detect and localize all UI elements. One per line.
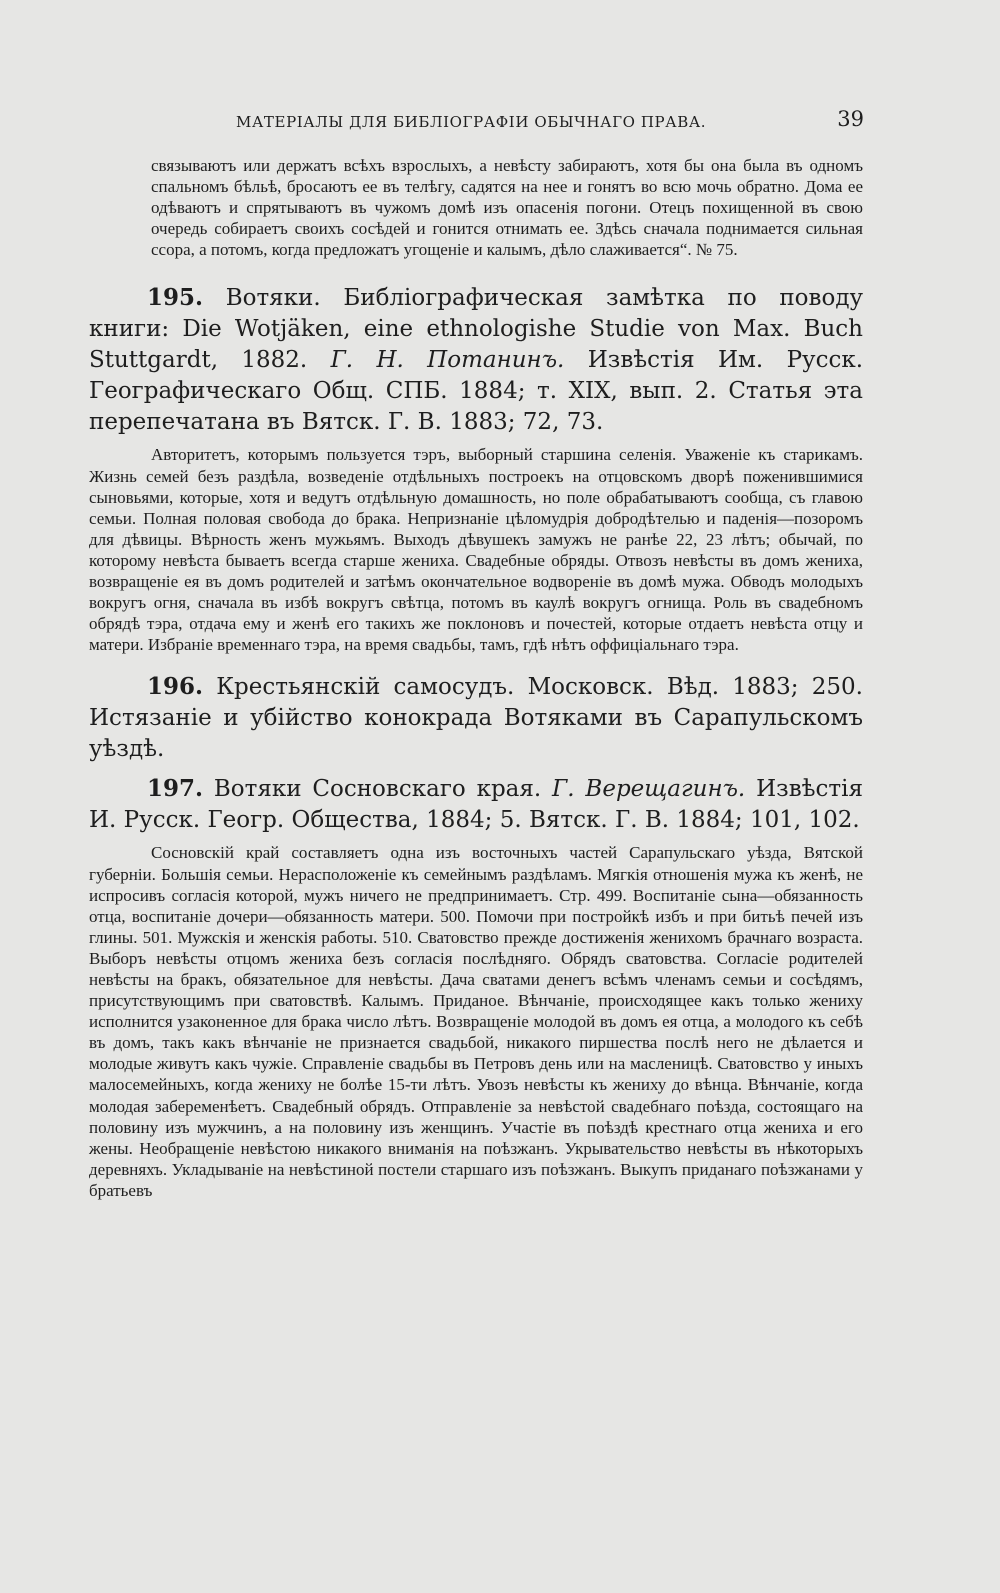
entry-number: 197. <box>147 775 204 803</box>
entry-197-heading <box>89 773 863 836</box>
entry-195-summary: Авторитетъ, которымъ пользуется тэръ, выборный старшина селенія. Уваженіе къ старикамъ. Жизнь семей безъ раздѣла, возведеніе отдѣльныхъ построекъ на отцовскомъ дворѣ поженившимися сыновьями, которые, хотя и ведутъ отдѣльную домашность, но поле обрабатываютъ сообща, съ главою семьи. Полная половая свобода до брака. Непризнаніе цѣломудрія добродѣтелью и паденія—позоромъ для дѣвицы. Вѣрность женъ мужьямъ. Выходъ дѣвушекъ замужъ не ранѣе 22, 23 лѣтъ; обычай, по которому невѣста бываетъ всегда старше жениха. Свадебные обряды. Отвозъ невѣсты въ домъ жениха, возвращеніе ея въ домъ родителей и затѣмъ окончательное водвореніе въ домѣ мужа. Обводъ молодыхъ вокругъ огня, сначала въ избѣ вокругъ свѣтца, потомъ въ каулѣ вокругъ огнища. Роль въ свадебномъ обрядѣ тэра, отдача ему и женѣ его такихъ же поклоновъ и почестей, которые отдаетъ невѣста отцу и матери. Избраніе временнаго тэра, на время свадьбы, тамъ, гдѣ нѣтъ оффиціальнаго тэра. <box>89 445 863 655</box>
entry-title: Вотяки Сосновскаго края. <box>213 776 542 803</box>
spacer <box>89 260 863 282</box>
running-header <box>236 107 864 137</box>
entry-number: 195. <box>147 284 204 312</box>
entry-title: Вотяки. Библіографическая замѣтка по поводу книги: Die Wotjäken, eine ethnologishe Studie von Max. Buch Stuttgardt, 1882. <box>89 285 864 374</box>
entry-196-heading <box>89 671 863 765</box>
page-number: 39 <box>837 107 864 131</box>
running-title: МАТЕРІАЛЫ ДЛЯ БИБЛІОГРАФІИ ОБЫЧНАГО ПРАВА. <box>236 113 707 131</box>
spacer <box>89 655 863 671</box>
spacer <box>89 765 863 773</box>
entry-title: Крестьянскій самосудъ. Московск. Вѣд. 1883; 250. Истязаніе и убійство конокрада Вотяками въ Сарапульскомъ уѣздѣ. <box>89 674 863 763</box>
entry-source: Извѣстія И. Русск. Геогр. Общества, 1884; 5. Вятск. Г. В. 1884; 101, 102. <box>89 776 863 834</box>
entry-author: Г. Н. Потанинъ. <box>330 347 565 374</box>
entry-author: Г. Верещагинъ. <box>552 776 746 803</box>
continuation-paragraph: связываютъ или держатъ всѣхъ взрослыхъ, а невѣсту забираютъ, хотя бы она была въ одномъ спальномъ бѣльѣ, бросаютъ ее въ телѣгу, садятся на нее и гонятъ во всю мочь обратно. Дома ее одѣваютъ и спрятываютъ въ чужомъ домѣ изъ опасенія погони. Отецъ похищенной въ свою очередь собираетъ своихъ сосѣдей и гонится отнимать ее. Здѣсь сначала поднимается сильная ссора, а потомъ, когда предложатъ угощеніе и калымъ, дѣло слаживается“. № 75. <box>151 156 863 260</box>
entry-197-summary: Сосновскій край составляетъ одна изъ восточныхъ частей Сарапульскаго уѣзда, Вятской губерніи. Большія семьи. Нерасположеніе къ семейнымъ раздѣламъ. Мягкія отношенія мужа къ женѣ, не испросивъ согласія которой, мужъ ничего не предпринимаетъ. Стр. 499. Воспитаніе сына—обязанность отца, воспитаніе дочери—обязанность матери. 500. Помочи при постройкѣ избъ и при битьѣ печей изъ глины. 501. Мужскія и женскія работы. 510. Сватовство прежде достиженія женихомъ брачнаго возраста. Выборъ невѣсты отцомъ жениха безъ согласія послѣдняго. Обрядъ сватовства. Согласіе родителей невѣсты на бракъ, обязательное для невѣсты. Дача сватами денегъ всѣмъ членамъ семьи и сосѣдямъ, присутствующимъ при сватовствѣ. Калымъ. Приданое. Вѣнчаніе, происходящее какъ только жениху исполнится узаконенное для брака число лѣтъ. Возвращеніе молодой въ домъ ея отца, а молодого къ себѣ въ домъ, такъ какъ вѣнчаніе не признается свадьбой, никакого пиршества послѣ него не дѣлается и молодые живутъ какъ чужіе. Справленіе свадьбы въ Петровъ день или на масленицѣ. Сватовство у иныхъ малосемейныхъ, когда жениху не болѣе 15-ти лѣтъ. Увозъ невѣсты къ жениху до вѣнца. Вѣнчаніе, когда молодая забеременѣетъ. Свадебный обрядъ. Отправленіе за невѣстой свадебнаго поѣзда, состоящаго на половину изъ мужчинъ, а на половину изъ женщинъ. Участіе въ поѣздѣ крестнаго отца жениха и его жены. Необращеніе невѣстою никакого вниманія на поѣзжанъ. Укрывательство невѣсты въ нѣкоторыхъ деревняхъ. Укладываніе на невѣстиной постели старшаго изъ поѣзжанъ. Выкупъ приданаго поѣзжанами у братьевъ <box>89 843 863 1200</box>
entry-source: Извѣстія Им. Русск. Географическаго Общ. СПБ. 1884; т. XIX, вып. 2. Статья эта перепечатана въ Вятск. Г. В. 1883; 72, 73. <box>89 347 864 436</box>
entry-number: 196. <box>147 673 204 701</box>
page-body <box>89 155 863 1201</box>
entry-195-heading <box>89 282 863 438</box>
